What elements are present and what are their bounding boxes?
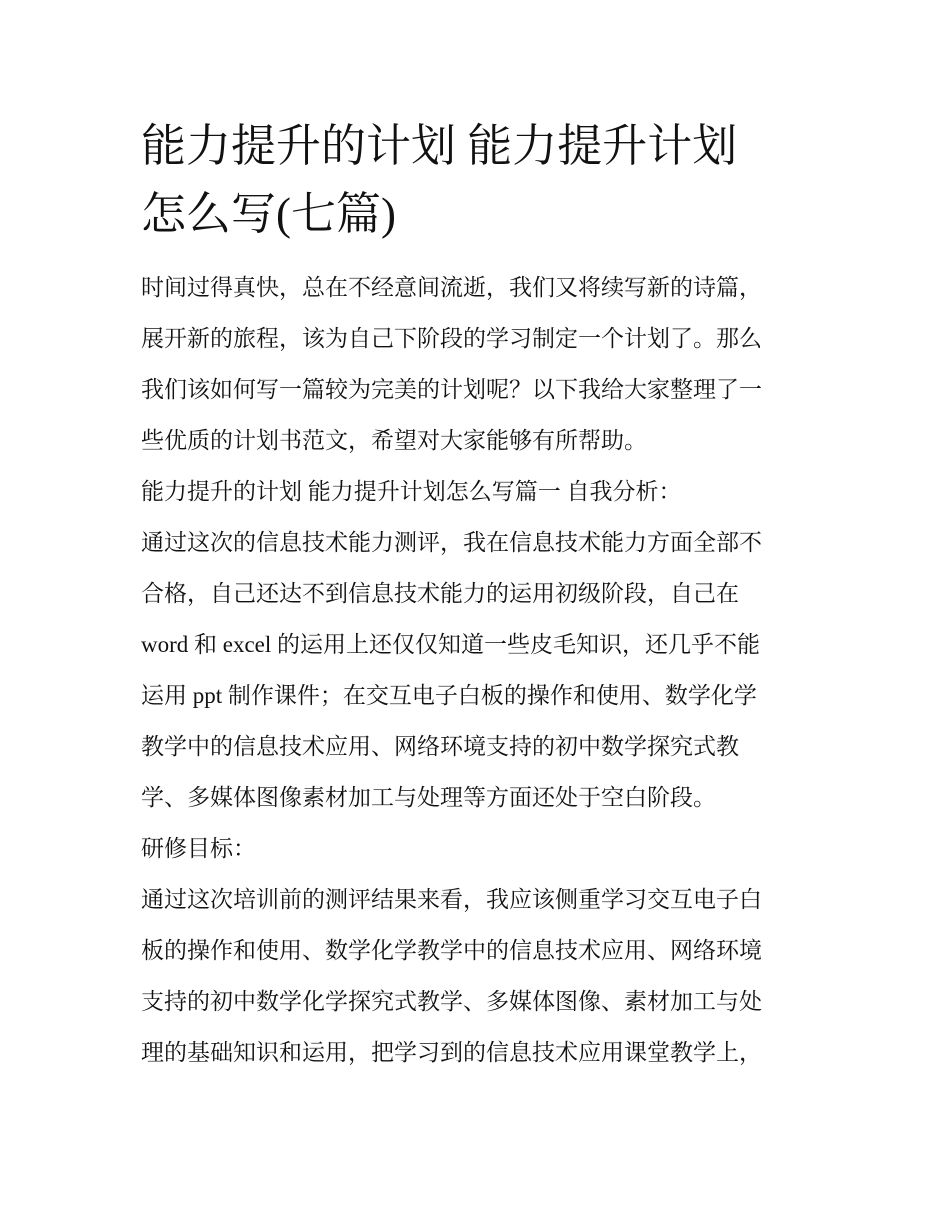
analysis-line-3: word 和 excel 的运用上还仅仅知道一些皮毛知识，还几乎不能: [141, 632, 761, 657]
goals-line-4: 理的基础知识和运用，把学习到的信息技术应用课堂教学上，: [141, 1040, 762, 1065]
document-body: [141, 268, 821, 1073]
document-title: [141, 112, 821, 248]
title-line-2: 怎么写(七篇): [141, 189, 396, 239]
analysis-line-4: 运用 ppt 制作课件；在交互电子白板的操作和使用、数学化学: [141, 683, 757, 708]
section-heading: 能力提升的计划 能力提升计划怎么写篇一 自我分析：: [141, 479, 682, 504]
goals-heading: 研修目标：: [141, 836, 256, 861]
analysis-line-1: 通过这次的信息技术能力测评，我在信息技术能力方面全部不: [141, 530, 762, 555]
title-line-1: 能力提升的计划 能力提升计划: [141, 121, 738, 171]
analysis-line-5: 教学中的信息技术应用、网络环境支持的初中数学探究式教: [141, 734, 739, 759]
goals-line-1: 通过这次培训前的测评结果来看，我应该侧重学习交互电子白: [141, 887, 762, 912]
analysis-line-6: 学、多媒体图像素材加工与处理等方面还处于空白阶段。: [141, 785, 716, 810]
goals-line-2: 板的操作和使用、数学化学教学中的信息技术应用、网络环境: [141, 938, 762, 963]
intro-line-1: 时间过得真快，总在不经意间流逝，我们又将续写新的诗篇，: [141, 275, 762, 300]
analysis-line-2: 合格，自己还达不到信息技术能力的运用初级阶段，自己在: [141, 581, 739, 606]
document-page: [141, 112, 821, 1084]
intro-line-4: 些优质的计划书范文，希望对大家能够有所帮助。: [141, 428, 647, 453]
goals-line-3: 支持的初中数学化学探究式教学、多媒体图像、素材加工与处: [141, 989, 762, 1014]
intro-line-2: 展开新的旅程，该为自己下阶段的学习制定一个计划了。那么: [141, 326, 762, 351]
intro-line-3: 我们该如何写一篇较为完美的计划呢？以下我给大家整理了一: [141, 377, 762, 402]
